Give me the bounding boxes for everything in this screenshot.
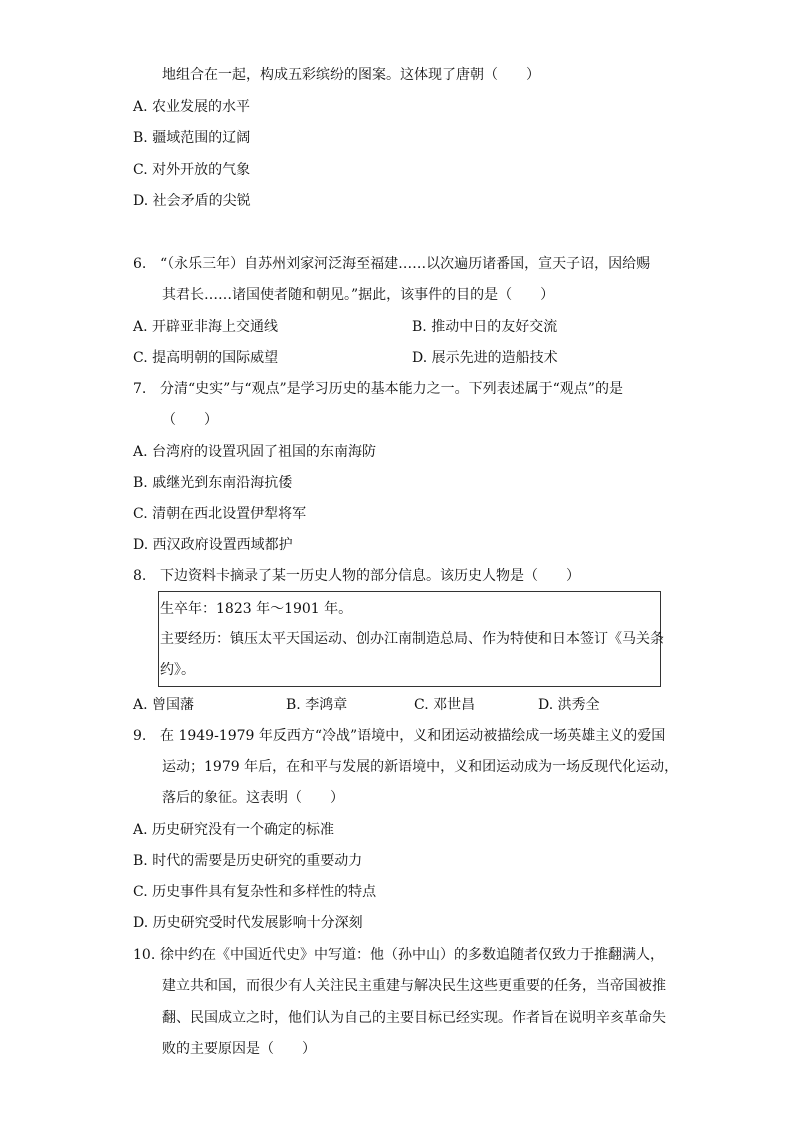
q7-option-a: A. 台湾府的设置巩固了祖国的东南海防 (133, 444, 377, 460)
q5-option-b: B. 疆域范围的辽阔 (133, 130, 251, 146)
q7-option-d: D. 西汉政府设置西域都护 (133, 537, 293, 553)
q7-stem-line2: （ ） (162, 412, 218, 428)
q8-option-b: B. 李鸿章 (286, 697, 348, 713)
q6-option-b: B. 推动中日的友好交流 (412, 319, 558, 335)
q8-number: 8. (133, 568, 147, 584)
q8-option-d: D. 洪秀全 (538, 697, 600, 713)
q10-number: 10. (133, 947, 156, 963)
q10-stem-line4: 败的主要原因是（ ） (162, 1041, 316, 1057)
q9-option-d: D. 历史研究受时代发展影响十分深刻 (133, 915, 363, 931)
q7-option-c: C. 清朝在西北设置伊犁将军 (133, 506, 307, 522)
q7-number: 7. (133, 381, 147, 397)
q8-option-c: C. 邓世昌 (414, 697, 476, 713)
q6-number: 6. (133, 256, 147, 272)
q6-stem-line2: 其君长……诸国使者随和朝见。”据此，该事件的目的是（ ） (162, 287, 555, 303)
q5-stem-tail: 地组合在一起，构成五彩缤纷的图案。这体现了唐朝（ ） (162, 67, 540, 83)
q5-option-a: A. 农业发展的水平 (133, 99, 251, 115)
q6-option-c: C. 提高明朝的国际威望 (133, 350, 279, 366)
q9-option-b: B. 时代的需要是历史研究的重要动力 (133, 853, 363, 869)
q9-stem-line2: 运动；1979 年后，在和平与发展的新语境中，义和团运动成为一场反现代化运动， (162, 759, 679, 775)
q8-card-line2: 主要经历：镇压太平天国运动、创办江南制造总局、作为特使和日本签订《马关条 (160, 631, 664, 647)
q9-option-c: C. 历史事件具有复杂性和多样性的特点 (133, 884, 377, 900)
q9-stem-line3: 落后的象征。这表明（ ） (162, 790, 344, 806)
q10-stem-line3: 翻、民国成立之时，他们认为自己的主要目标已经实现。作者旨在说明辛亥革命失 (162, 1010, 666, 1026)
q5-option-d: D. 社会矛盾的尖锐 (133, 193, 251, 209)
q7-option-b: B. 戚继光到东南沿海抗倭 (133, 475, 293, 491)
q9-number: 9. (133, 728, 147, 744)
q8-card-line3: 约》。 (160, 662, 195, 678)
q9-option-a: A. 历史研究没有一个确定的标准 (133, 822, 335, 838)
q8-card-line1: 生卒年：1823 年～1901 年。 (160, 601, 353, 617)
q7-stem-line1: 分清“史实”与“观点”是学习历史的基本能力之一。下列表述属于“观点”的是 (160, 381, 623, 397)
q8-option-a: A. 曾国藩 (133, 697, 195, 713)
q6-option-d: D. 展示先进的造船技术 (412, 350, 558, 366)
q6-option-a: A. 开辟亚非海上交通线 (133, 319, 279, 335)
q5-option-c: C. 对外开放的气象 (133, 162, 251, 178)
q6-stem-line1: “（永乐三年）自苏州刘家河泛海至福建……以次遍历诸番国，宣天子诏，因给赐 (160, 256, 651, 272)
q8-stem: 下边资料卡摘录了某一历史人物的部分信息。该历史人物是（ ） (160, 568, 580, 584)
q9-stem-line1: 在 1949-1979 年反西方“冷战”语境中，义和团运动被描绘成一场英雄主义的爱国 (160, 728, 666, 744)
q10-stem-line2: 建立共和国，而很少有人关注民主重建与解决民生这些更重要的任务，当帝国被推 (162, 978, 666, 994)
q10-stem-line1: 徐中约在《中国近代史》中写道：他（孙中山）的多数追随者仅致力于推翻满人， (160, 947, 664, 963)
